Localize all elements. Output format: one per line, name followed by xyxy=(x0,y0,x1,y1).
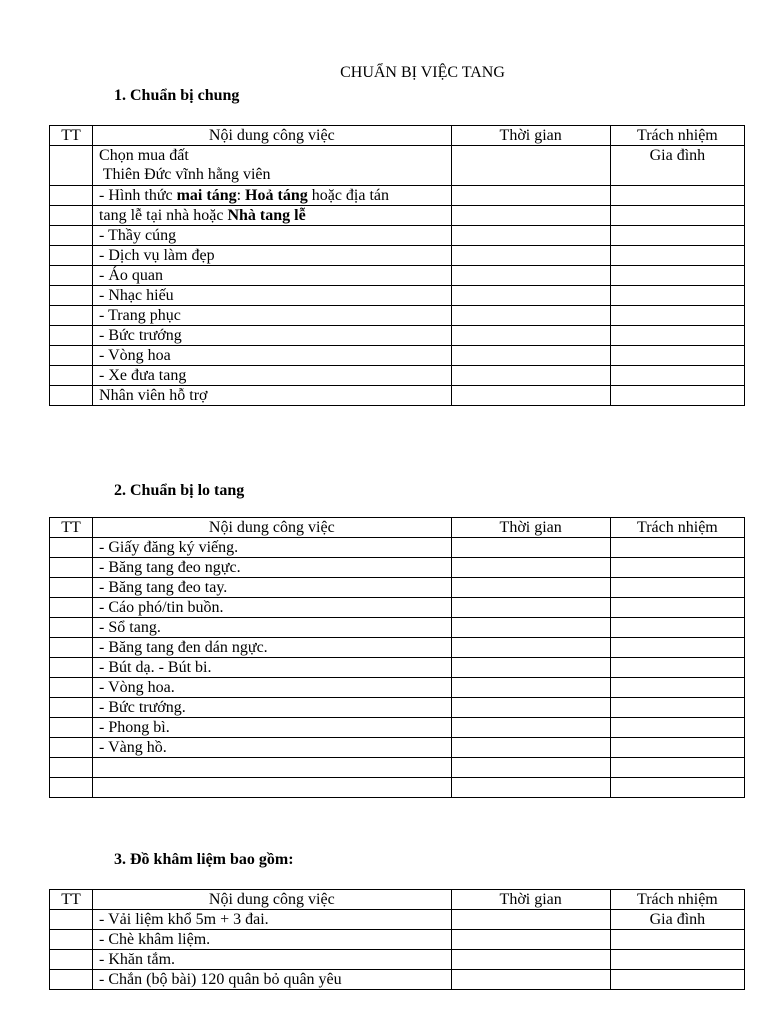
cell-tt xyxy=(50,578,93,598)
header-time: Thời gian xyxy=(451,126,610,146)
table-row xyxy=(50,206,745,226)
cell-tt xyxy=(50,186,93,206)
table-row xyxy=(50,146,745,186)
cell-time xyxy=(451,266,610,286)
cell-time xyxy=(451,206,610,226)
table-row xyxy=(50,950,745,970)
table-row xyxy=(50,326,745,346)
header-responsibility: Trách nhiệm xyxy=(610,890,744,910)
cell-responsibility xyxy=(610,226,744,246)
section-1-item-rows xyxy=(50,226,745,406)
cell-time xyxy=(451,578,610,598)
cell-time xyxy=(451,146,610,186)
cell-content: - Băng tang đeo ngực. xyxy=(93,558,452,578)
table-row xyxy=(50,538,745,558)
cell-tt xyxy=(50,366,93,386)
cell-responsibility xyxy=(610,638,744,658)
cell-responsibility xyxy=(610,346,744,366)
cell-tt xyxy=(50,778,93,798)
cell-responsibility: Gia đình xyxy=(610,910,744,930)
cell-time xyxy=(451,678,610,698)
cell-content: - Bút dạ. - Bút bi. xyxy=(93,658,452,678)
cell-tt xyxy=(50,698,93,718)
table-row xyxy=(50,698,745,718)
table-row xyxy=(50,618,745,638)
cell-tt xyxy=(50,206,93,226)
section-2-item-rows xyxy=(50,538,745,798)
cell-tt xyxy=(50,558,93,578)
section-2-table xyxy=(49,517,745,798)
cell-content: - Vòng hoa xyxy=(93,346,452,366)
header-tt: TT xyxy=(50,126,93,146)
cell-content-line: Thiên Đức vĩnh hằng viên xyxy=(99,166,271,183)
table-row xyxy=(50,778,745,798)
cell-tt xyxy=(50,638,93,658)
cell-tt xyxy=(50,970,93,990)
cell-time xyxy=(451,286,610,306)
table-row xyxy=(50,286,745,306)
table-row xyxy=(50,266,745,286)
cell-time xyxy=(451,658,610,678)
cell-time xyxy=(451,306,610,326)
cell-tt xyxy=(50,326,93,346)
cell-tt xyxy=(50,246,93,266)
cell-responsibility xyxy=(610,738,744,758)
cell-responsibility xyxy=(610,266,744,286)
table-row xyxy=(50,598,745,618)
table-row xyxy=(50,638,745,658)
cell-time xyxy=(451,346,610,366)
cell-tt xyxy=(50,658,93,678)
table-header-row xyxy=(50,126,745,146)
header-content: Nội dung công việc xyxy=(93,518,452,538)
table-row xyxy=(50,246,745,266)
cell-time xyxy=(451,778,610,798)
cell-content: - Băng tang đeo tay. xyxy=(93,578,452,598)
section-2-heading: 2. Chuẩn bị lo tang xyxy=(114,482,245,499)
cell-responsibility xyxy=(610,718,744,738)
section-3-table xyxy=(49,889,745,990)
cell-time xyxy=(451,950,610,970)
cell-tt xyxy=(50,386,93,406)
cell-time xyxy=(451,618,610,638)
cell-tt xyxy=(50,930,93,950)
cell-time xyxy=(451,698,610,718)
cell-content xyxy=(93,758,452,778)
cell-responsibility xyxy=(610,778,744,798)
cell-responsibility xyxy=(610,970,744,990)
cell-content: - Khăn tắm. xyxy=(93,950,452,970)
table-row xyxy=(50,970,745,990)
cell-responsibility xyxy=(610,950,744,970)
table-row xyxy=(50,718,745,738)
cell-responsibility xyxy=(610,306,744,326)
cell-content xyxy=(93,186,452,206)
cell-content: - Nhạc hiếu xyxy=(93,286,452,306)
document-title: CHUẨN BỊ VIỆC TANG xyxy=(340,64,505,81)
table-row xyxy=(50,366,745,386)
cell-responsibility xyxy=(610,366,744,386)
cell-responsibility xyxy=(610,618,744,638)
section-1-table xyxy=(49,125,745,406)
text-run: tang lễ tại nhà hoặc xyxy=(99,207,228,224)
cell-time xyxy=(451,538,610,558)
cell-content xyxy=(93,778,452,798)
cell-responsibility xyxy=(610,326,744,346)
cell-tt xyxy=(50,718,93,738)
table-row xyxy=(50,346,745,366)
header-tt: TT xyxy=(50,518,93,538)
cell-tt xyxy=(50,346,93,366)
cell-responsibility: Gia đình xyxy=(610,146,744,186)
table-header-row xyxy=(50,518,745,538)
cell-time xyxy=(451,738,610,758)
cell-content xyxy=(93,146,452,186)
cell-content xyxy=(93,206,452,226)
cell-time xyxy=(451,366,610,386)
table-row xyxy=(50,578,745,598)
cell-content: - Vải liệm khổ 5m + 3 đai. xyxy=(93,910,452,930)
cell-tt xyxy=(50,226,93,246)
cell-responsibility xyxy=(610,598,744,618)
table-row xyxy=(50,306,745,326)
cell-responsibility xyxy=(610,246,744,266)
cell-responsibility xyxy=(610,698,744,718)
cell-responsibility xyxy=(610,386,744,406)
cell-time xyxy=(451,930,610,950)
cell-tt xyxy=(50,286,93,306)
cell-responsibility xyxy=(610,538,744,558)
cell-content: - Áo quan xyxy=(93,266,452,286)
cell-time xyxy=(451,638,610,658)
section-1-heading: 1. Chuẩn bị chung xyxy=(114,87,240,104)
cell-tt xyxy=(50,306,93,326)
table-row xyxy=(50,738,745,758)
cell-time xyxy=(451,970,610,990)
cell-responsibility xyxy=(610,206,744,226)
cell-tt xyxy=(50,598,93,618)
cell-content: - Thầy cúng xyxy=(93,226,452,246)
cell-responsibility xyxy=(610,186,744,206)
cell-time xyxy=(451,326,610,346)
cell-content: - Giấy đăng ký viếng. xyxy=(93,538,452,558)
table-row xyxy=(50,930,745,950)
cell-tt xyxy=(50,538,93,558)
cell-tt xyxy=(50,618,93,638)
table-row xyxy=(50,386,745,406)
cell-content: - Trang phục xyxy=(93,306,452,326)
cell-tt xyxy=(50,678,93,698)
header-time: Thời gian xyxy=(451,890,610,910)
cell-time xyxy=(451,186,610,206)
text-run: hoặc địa tán xyxy=(307,187,390,204)
cell-responsibility xyxy=(610,658,744,678)
cell-tt xyxy=(50,950,93,970)
text-run-bold: mai táng xyxy=(176,187,237,204)
header-responsibility: Trách nhiệm xyxy=(610,518,744,538)
cell-responsibility xyxy=(610,930,744,950)
table-row xyxy=(50,558,745,578)
cell-tt xyxy=(50,146,93,186)
text-run: : xyxy=(236,187,246,204)
table-row xyxy=(50,910,745,930)
table-row xyxy=(50,678,745,698)
text-run-bold: Nhà tang lễ xyxy=(227,207,306,224)
cell-tt xyxy=(50,910,93,930)
cell-tt xyxy=(50,758,93,778)
cell-tt xyxy=(50,738,93,758)
section-3-heading: 3. Đồ khâm liệm bao gồm: xyxy=(114,851,294,868)
table-row xyxy=(50,186,745,206)
cell-responsibility xyxy=(610,758,744,778)
cell-time xyxy=(451,386,610,406)
cell-tt xyxy=(50,266,93,286)
cell-time xyxy=(451,758,610,778)
cell-responsibility xyxy=(610,286,744,306)
cell-content-line: Chọn mua đất xyxy=(99,147,189,164)
cell-responsibility xyxy=(610,678,744,698)
text-run: - Hình thức xyxy=(99,187,177,204)
header-content: Nội dung công việc xyxy=(93,126,452,146)
table-row xyxy=(50,658,745,678)
cell-content: - Vòng hoa. xyxy=(93,678,452,698)
cell-content: - Xe đưa tang xyxy=(93,366,452,386)
cell-content: - Băng tang đen dán ngực. xyxy=(93,638,452,658)
cell-content: - Dịch vụ làm đẹp xyxy=(93,246,452,266)
table-row xyxy=(50,758,745,778)
text-run-bold: Hoả táng xyxy=(245,187,308,204)
cell-responsibility xyxy=(610,558,744,578)
header-responsibility: Trách nhiệm xyxy=(610,126,744,146)
cell-content: - Cáo phó/tin buồn. xyxy=(93,598,452,618)
cell-responsibility xyxy=(610,578,744,598)
header-time: Thời gian xyxy=(451,518,610,538)
cell-content: - Chè khâm liệm. xyxy=(93,930,452,950)
cell-time xyxy=(451,910,610,930)
cell-time xyxy=(451,718,610,738)
cell-content: - Bức trướng. xyxy=(93,698,452,718)
header-tt: TT xyxy=(50,890,93,910)
cell-content: Nhân viên hỗ trợ xyxy=(93,386,452,406)
table-header-row xyxy=(50,890,745,910)
cell-content: - Chắn (bộ bài) 120 quân bỏ quân yêu xyxy=(93,970,452,990)
table-row xyxy=(50,226,745,246)
cell-content: - Bức trướng xyxy=(93,326,452,346)
cell-content: - Phong bì. xyxy=(93,718,452,738)
section-3-item-rows xyxy=(50,910,745,990)
cell-time xyxy=(451,598,610,618)
cell-time xyxy=(451,226,610,246)
cell-time xyxy=(451,558,610,578)
cell-time xyxy=(451,246,610,266)
cell-content: - Sổ tang. xyxy=(93,618,452,638)
cell-content: - Vàng hồ. xyxy=(93,738,452,758)
header-content: Nội dung công việc xyxy=(93,890,452,910)
